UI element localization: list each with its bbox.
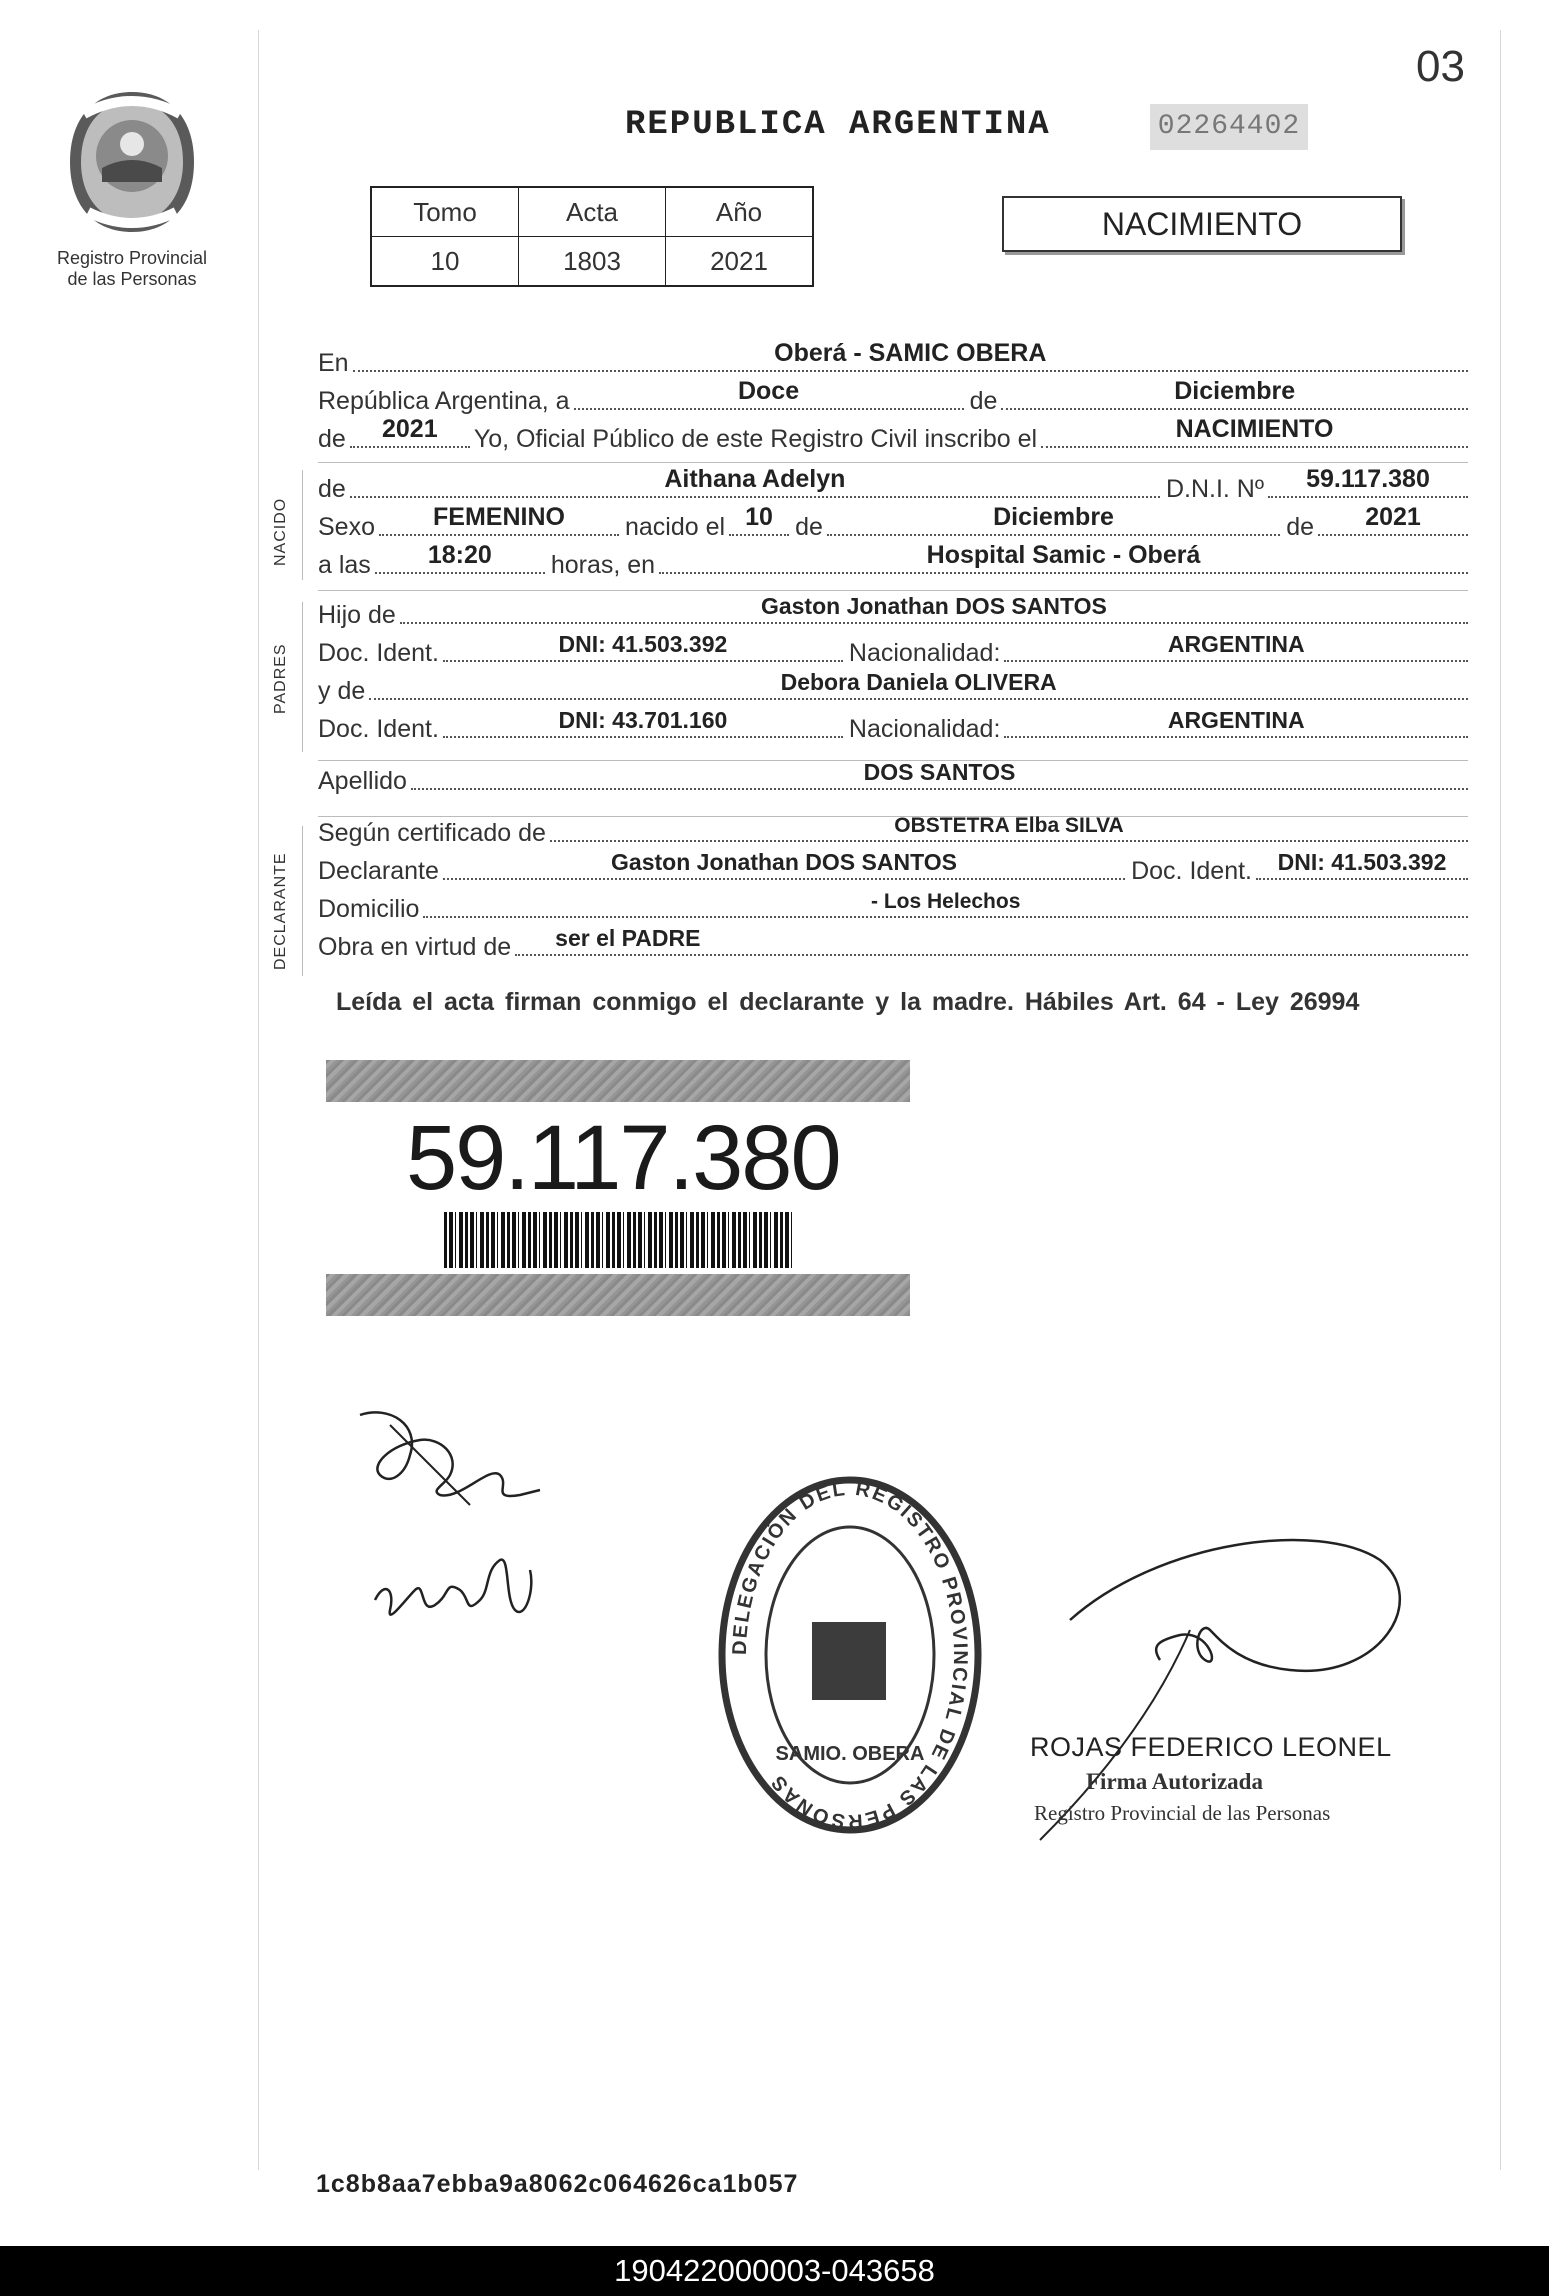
- record-header-acta: Acta: [519, 187, 666, 237]
- domicilio-label: Domicilio: [318, 895, 420, 923]
- firmante-name: ROJAS FEDERICO LEONEL: [1030, 1732, 1392, 1762]
- sexo-label: Sexo: [318, 513, 375, 541]
- lugar-field: [659, 541, 1468, 574]
- divider-padres: [318, 590, 1468, 591]
- declarante-doc-value: DNI: 41.503.392: [1277, 849, 1447, 875]
- row-certificado: [318, 810, 1468, 848]
- anio-value: 2021: [382, 415, 438, 443]
- dni-value: 59.117.380: [1306, 465, 1430, 493]
- lugar-value: Hospital Samic - Oberá: [926, 541, 1201, 569]
- stamp-text: DELEGACIÓN DEL REGISTRO PROVINCIAL DE LAS PERSONAS: [728, 1477, 972, 1833]
- madre-value: Debora Daniela OLIVERA: [780, 669, 1057, 695]
- horas-en-label: horas, en: [550, 551, 656, 579]
- registry-name: [42, 248, 222, 290]
- row-hijo-de: [318, 592, 1468, 630]
- declarante-doc-label: Doc. Ident.: [1131, 857, 1252, 885]
- record-header-anio: Año: [666, 187, 814, 237]
- mes-value: Diciembre: [1174, 377, 1296, 405]
- en-field: [353, 339, 1468, 372]
- firmante-block: [1030, 1732, 1392, 1826]
- madre-nacionalidad-label: Nacionalidad:: [848, 715, 1001, 743]
- act-type-box: NACIMIENTO: [1002, 196, 1402, 252]
- apellido-field: [411, 759, 1468, 790]
- provincial-seal-logo: [62, 88, 202, 236]
- row-declarante: [318, 848, 1468, 886]
- certificado-value: OBSTETRA Elba SILVA: [894, 814, 1124, 837]
- official-stamp: [700, 1470, 1000, 1840]
- page-number: 03: [1416, 42, 1465, 91]
- document-title: REPUBLICA ARGENTINA: [625, 106, 1051, 144]
- firmante-institution: Registro Provincial de las Personas: [1034, 1801, 1331, 1825]
- section-label-padres: PADRES: [272, 643, 289, 714]
- nacido-mes-field: [827, 503, 1280, 536]
- madre-field: [369, 669, 1468, 700]
- row-obra: [318, 924, 1468, 962]
- sexo-field: [379, 503, 619, 536]
- madre-nacionalidad-value: ARGENTINA: [1167, 707, 1305, 733]
- madre-signature: [365, 1530, 545, 1640]
- sticker-band-bottom: [326, 1274, 910, 1316]
- certificado-label: Según certificado de: [318, 819, 546, 847]
- nacido-mes-value: Diciembre: [993, 503, 1114, 531]
- hora-value: 18:20: [427, 541, 492, 569]
- obra-value: ser el PADRE: [555, 925, 701, 951]
- declarante-signature: [350, 1395, 550, 1515]
- mes-field: [1001, 377, 1468, 410]
- y-de-label: y de: [318, 677, 366, 705]
- declarante-doc-field: [1256, 849, 1468, 880]
- row-apellido: [318, 758, 1468, 796]
- padre-value: Gaston Jonathan DOS SANTOS: [760, 593, 1107, 619]
- madre-doc-value: DNI: 43.701.160: [558, 707, 728, 733]
- record-value-anio: 2021: [666, 237, 814, 287]
- de2-label: de: [318, 425, 346, 453]
- en-label: En: [318, 349, 349, 377]
- dni-field: [1268, 465, 1468, 498]
- padre-doc-value: DNI: 41.503.392: [558, 631, 728, 657]
- nacido-bracket: [302, 470, 303, 580]
- footer-code: 190422000003-043658: [0, 2246, 1549, 2296]
- padre-nacionalidad-value: ARGENTINA: [1167, 631, 1305, 657]
- nacido-de-label3: de: [1286, 513, 1314, 541]
- inscribo-label: Yo, Oficial Público de este Registro Civil inscribo el: [473, 425, 1038, 453]
- nombre-field: [350, 465, 1160, 498]
- sticker-band-top: [326, 1060, 910, 1102]
- record-value-row: [371, 237, 813, 287]
- declarante-bracket: [302, 826, 303, 976]
- row-y-de: [318, 668, 1468, 706]
- sexo-value: FEMENINO: [433, 503, 565, 531]
- apellido-label: Apellido: [318, 767, 407, 795]
- row-inscribo: [318, 416, 1468, 454]
- a-las-label: a las: [318, 551, 371, 579]
- certificado-field: [550, 814, 1468, 842]
- declarante-label: Declarante: [318, 857, 439, 885]
- firmante-role: Firma Autorizada: [1086, 1769, 1263, 1794]
- nacido-anio-value: 2021: [1365, 503, 1421, 531]
- domicilio-value: - Los Helechos: [871, 890, 1021, 913]
- row-republica: [318, 378, 1468, 416]
- legal-note: Leída el acta firman conmigo el declarante y la madre. Hábiles Art. 64 - Ley 26994: [336, 988, 1360, 1016]
- serial-number: 02264402: [1150, 104, 1308, 150]
- row-padre-doc: [318, 630, 1468, 668]
- stamp-location: SAMIO. OBERA: [775, 1743, 925, 1765]
- row-nacido-sexo: [318, 504, 1468, 542]
- record-header-row: [371, 187, 813, 237]
- official-signature: [960, 1500, 1420, 1920]
- padre-nacionalidad-field: [1004, 631, 1468, 662]
- padre-doc-field: [443, 631, 843, 662]
- inscribo-value: NACIMIENTO: [1175, 415, 1334, 443]
- dni-label: D.N.I. Nº: [1165, 475, 1264, 503]
- republica-label: República Argentina, a: [318, 387, 570, 415]
- document-hash: 1c8b8aa7ebba9a8062c064626ca1b057: [316, 2170, 799, 2198]
- nacido-de-label: de: [318, 475, 346, 503]
- madre-nacionalidad-field: [1004, 707, 1468, 738]
- dni-sticker: [326, 1060, 910, 1316]
- record-value-tomo: 10: [371, 237, 519, 287]
- de-label: de: [969, 387, 998, 415]
- record-header-tomo: Tomo: [371, 187, 519, 237]
- obra-label: Obra en virtud de: [318, 933, 512, 961]
- obra-field: [515, 925, 1468, 956]
- registry-name-line1: Registro Provincial: [56, 248, 208, 268]
- row-nacido-nombre: [318, 466, 1468, 504]
- act-fields: [272, 339, 1468, 970]
- nacido-de-label2: de: [795, 513, 823, 541]
- dia-value: Doce: [737, 377, 800, 405]
- padre-field: [400, 593, 1468, 624]
- padre-nacionalidad-label: Nacionalidad:: [848, 639, 1001, 667]
- hora-field: [375, 541, 545, 574]
- record-value-acta: 1803: [519, 237, 666, 287]
- declarante-field: [443, 849, 1125, 880]
- record-table: [370, 186, 814, 287]
- madre-doc-label: Doc. Ident.: [318, 715, 439, 743]
- divider-nacido: [318, 462, 1468, 463]
- section-label-declarante: DECLARANTE: [272, 852, 289, 970]
- nacido-el-label: nacido el: [624, 513, 726, 541]
- padres-bracket: [302, 602, 303, 752]
- nacido-dia-field: [729, 503, 789, 536]
- sticker-dni-number: 59.117.380: [406, 1107, 840, 1209]
- inscribo-field: [1041, 415, 1468, 448]
- en-value: Oberá - SAMIC OBERA: [774, 339, 1047, 367]
- anio-field: [350, 415, 470, 448]
- apellido-value: DOS SANTOS: [863, 759, 1016, 785]
- declarante-value: Gaston Jonathan DOS SANTOS: [611, 849, 957, 875]
- row-domicilio: [318, 886, 1468, 924]
- nacido-dia-value: 10: [745, 503, 773, 531]
- nacido-anio-field: [1318, 503, 1468, 536]
- hijo-de-label: Hijo de: [318, 601, 396, 629]
- dia-field: [574, 377, 964, 410]
- row-madre-doc: [318, 706, 1468, 744]
- row-nacido-hora: [318, 542, 1468, 580]
- madre-doc-field: [443, 707, 843, 738]
- nombre-value: Aithana Adelyn: [664, 465, 846, 493]
- domicilio-field: [423, 890, 1468, 918]
- registry-name-line2: de las Personas: [67, 269, 197, 289]
- padre-doc-label: Doc. Ident.: [318, 639, 439, 667]
- row-en: [318, 340, 1468, 378]
- section-label-nacido: NACIDO: [272, 497, 289, 566]
- sticker-barcode: [444, 1212, 794, 1268]
